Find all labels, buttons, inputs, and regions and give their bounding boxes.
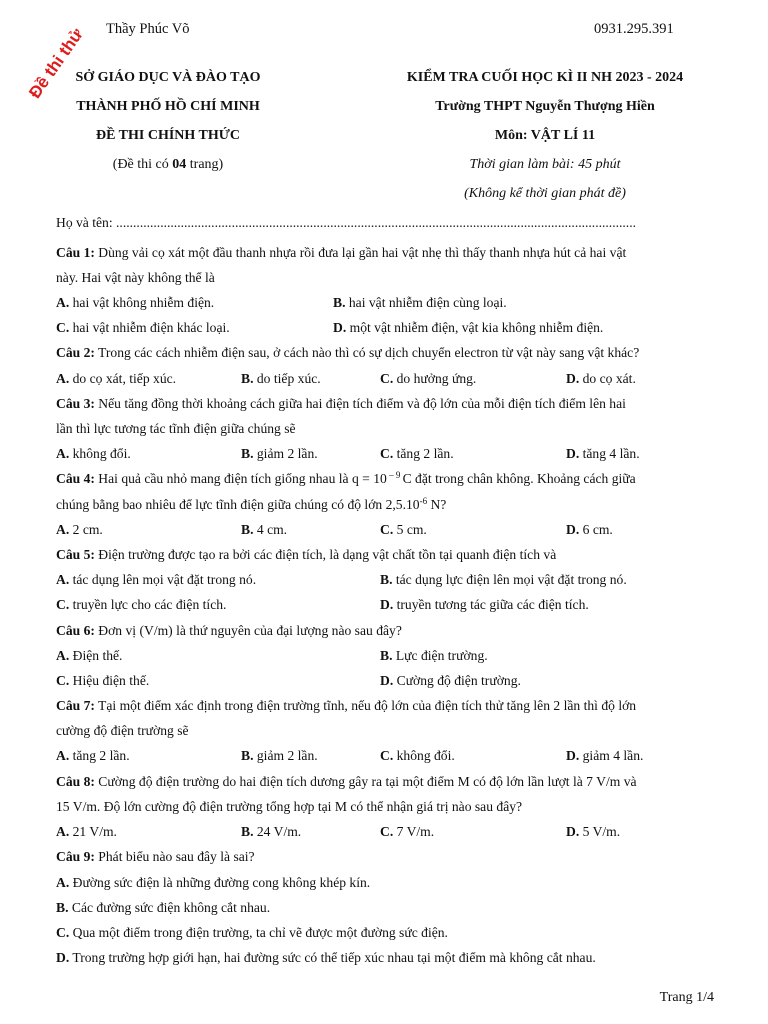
q4-option-a: A. 2 cm. [56,522,103,537]
q5-option-c: C. truyền lực cho các điện tích. [56,597,227,612]
q3-option-a: A. không đổi. [56,446,131,461]
question-9-stem: Câu 9: Phát biểu nào sau đây là sai? [56,849,255,864]
q2-option-a: A. do cọ xát, tiếp xúc. [56,371,177,386]
q8-option-b: B. 24 V/m. [241,824,302,839]
q8-option-c: C. 7 V/m. [380,824,435,839]
q6-option-a: A. Điện thế. [56,648,123,663]
page-count-note: (Đề thi có 04 trang) [112,157,224,172]
q8-option-d: D. 5 V/m. [566,824,621,839]
q9-option-d: D. Trong trường hợp giới hạn, hai đường sức có thể tiếp xúc nhau tại một điểm mà không cắt nhau. [56,950,596,965]
question-2-stem: Câu 2: Trong các cách nhiễm điện sau, ở cách nào thì có sự dịch chuyển electron từ vật này sang vật khác? [56,345,640,360]
exam-duration: Thời gian làm bài: 45 phút [469,157,621,172]
question-7-stem-cont: cường độ điện trường sẽ [56,723,189,738]
question-8-stem-cont: 15 V/m. Độ lớn cường độ điện trường tổng hợp tại M có thể nhận giá trị nào sau đây? [56,799,523,814]
q1-option-c: C. hai vật nhiễm điện khác loại. [56,320,230,335]
q4-option-c: C. 5 cm. [380,522,427,537]
q6-option-c: C. Hiệu điện thế. [56,673,150,688]
stamp-text: Đề thi thử [25,25,87,102]
q5-option-b: B. tác dụng lực điện lên mọi vật đặt trong nó. [380,572,627,587]
exam-title: KIỂM TRA CUỐI HỌC KÌ II NH 2023 - 2024 [406,70,684,85]
q1-option-d: D. một vật nhiễm điện, vật kia không nhiễm điện. [333,320,604,335]
q1-option-b: B. hai vật nhiễm điện cùng loại. [333,295,507,310]
question-1-stem-cont: này. Hai vật này không thể là [56,270,215,285]
question-1-stem: Câu 1: Dùng vải cọ xát một đầu thanh nhựa rồi đưa lại gần hai vật nhẹ thì thấy thanh nhựa hút cả hai vật [56,245,627,260]
q1-option-a: A. hai vật không nhiễm điện. [56,295,215,310]
q4-option-d: D. 6 cm. [566,522,613,537]
question-3-stem: Câu 3: Nếu tăng đồng thời khoảng cách giữa hai điện tích điểm và độ lớn của mỗi điện tích điểm lên hai [56,396,626,411]
q4-option-b: B. 4 cm. [241,522,288,537]
q3-option-b: B. giảm 2 lần. [241,446,318,461]
q3-option-c: C. tăng 2 lần. [380,446,454,461]
q2-option-b: B. do tiếp xúc. [241,371,321,386]
duration-note: (Không kể thời gian phát đề) [464,186,626,201]
student-name-line: Họ và tên: ......................................................................................................................................................... [56,215,636,230]
subject-name: Môn: VẬT LÍ 11 [494,128,596,143]
stamp-de-thi-thu [6,12,102,108]
q6-option-b: B. Lực điện trường. [380,648,488,663]
q9-option-c: C. Qua một điểm trong điện trường, ta chỉ vẽ được một đường sức điện. [56,925,448,940]
question-5-stem: Câu 5: Điện trường được tạo ra bởi các điện tích, là dạng vật chất tồn tại quanh điện tích và [56,547,557,562]
question-4-stem-cont: chúng bằng bao nhiêu để lực tĩnh điện giữa chúng có độ lớn $2,5.10^{-6}$ N? [56,496,447,512]
question-6-stem: Câu 6: Đơn vị (V/m) là thứ nguyên của đại lượng nào sau đây? [56,623,402,638]
school-name: Trường THPT Nguyễn Thượng Hiền [435,99,655,114]
q2-option-d: D. do cọ xát. [566,371,636,386]
question-4-stem: Câu 4: Hai quả cầu nhỏ mang điện tích giống nhau là q = 10 $^{- 9}$ C đặt trong chân không. Khoảng cách giữa [56,470,636,486]
q7-option-b: B. giảm 2 lần. [241,748,318,763]
q7-option-a: A. tăng 2 lần. [56,748,130,763]
q2-option-c: C. do hưởng ứng. [380,371,477,386]
q9-option-b: B. Các đường sức điện không cắt nhau. [56,900,271,915]
teacher-name: Thầy Phúc Võ [106,21,190,37]
q8-option-a: A. 21 V/m. [56,824,117,839]
q7-option-c: C. không đổi. [380,748,455,763]
q9-option-a: A. Đường sức điện là những đường cong không khép kín. [56,875,371,890]
q3-option-d: D. tăng 4 lần. [566,446,640,461]
teacher-phone: 0931.295.391 [594,21,674,37]
question-3-stem-cont: lần thì lực tương tác tĩnh điện giữa chúng sẽ [56,421,296,436]
q5-option-d: D. truyền tương tác giữa các điện tích. [380,597,589,612]
question-8-stem: Câu 8: Cường độ điện trường do hai điện tích dương gây ra tại một điểm M có độ lớn lần lượt là 7 V/m và [56,774,637,789]
q7-option-d: D. giảm 4 lần. [566,748,644,763]
official-exam-label: ĐỀ THI CHÍNH THỨC [95,128,241,143]
q5-option-a: A. tác dụng lên mọi vật đặt trong nó. [56,572,257,587]
city-name: THÀNH PHỐ HỒ CHÍ MINH [76,99,260,114]
page-number: Trang 1/4 [659,990,714,1005]
question-7-stem: Câu 7: Tại một điểm xác định trong điện trường tĩnh, nếu độ lớn của điện tích thử tăng lên 2 lần thì độ lớn [56,698,637,713]
q6-option-d: D. Cường độ điện trường. [380,673,521,688]
department-name: SỞ GIÁO DỤC VÀ ĐÀO TẠO [75,70,261,85]
